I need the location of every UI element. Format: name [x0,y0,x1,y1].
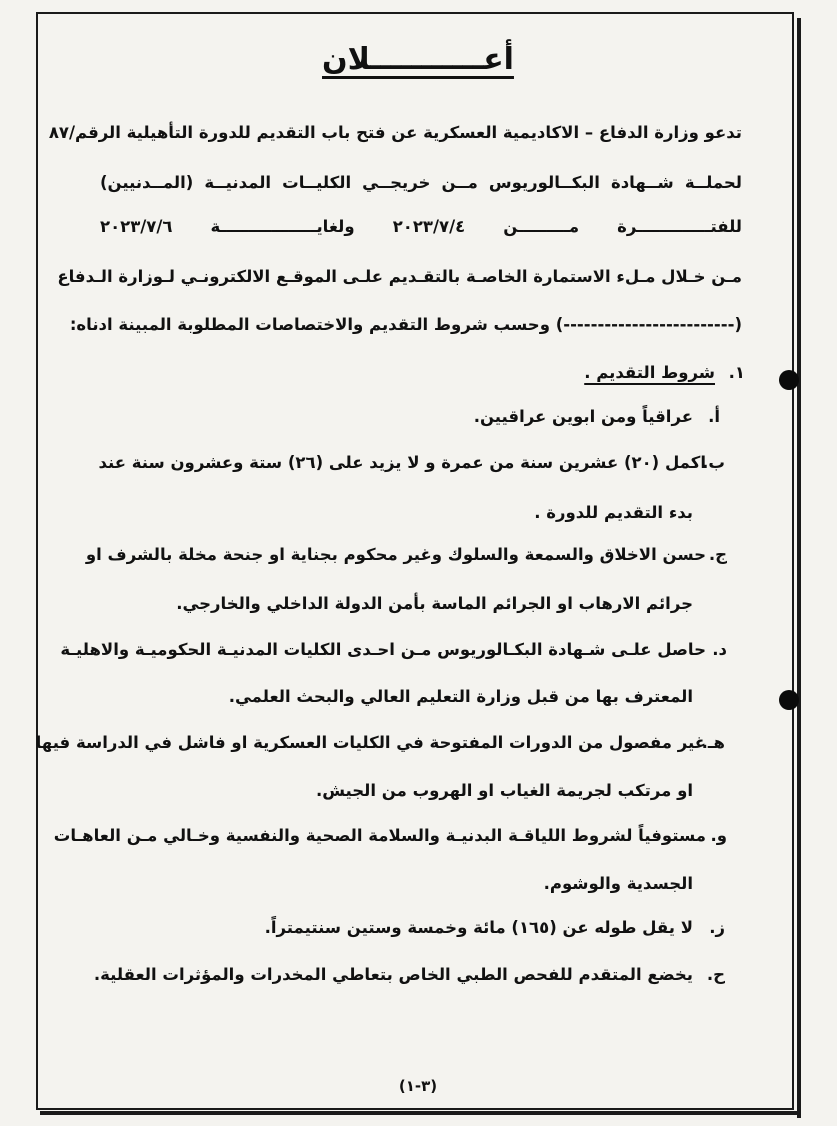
condition-letter: ح. [706,965,725,984]
condition-text: يخضع المتقدم للفحص الطبي الخاص بتعاطي المخدرات والمؤثرات العقلية. [93,965,693,984]
condition-text: اكمل (٢٠) عشرين سنة من عمرة و لا يزيد على (٢٦) ستة وعشرون سنة عند [98,453,706,472]
condition-text: عراقياً ومن ابوين عراقيين. [473,407,693,426]
announcement-title: أعـــــــــــلان [322,42,514,77]
page-number: (٣-١) [398,1077,438,1095]
page-border-shadow-bottom [40,1111,801,1115]
section-title: شروط التقديم . [584,363,715,382]
condition-text: المعترف بها من قبل وزارة التعليم العالي والبحث العلمي. [228,687,693,706]
condition-letter: أ. [708,407,720,426]
punch-hole-bottom [779,690,799,710]
condition-letter: ج. [708,545,727,564]
page-border-shadow-right [797,18,801,1118]
condition-text: غير مفصول من الدورات المفتوحة في الكليات العسكرية او فاشل في الدراسة فيها [35,733,706,752]
condition-letter: و. [710,826,727,845]
condition-letter: د. [712,640,727,659]
condition-text: مستوفياً لشروط اللياقـة البدنيـة والسلامة الصحية والنفسية وخـالي مـن العاهـات [53,826,706,845]
condition-text: حاصل علـى شـهادة البكـالوريوس مـن احـدى الكليات المدنيـة الحكوميـة والاهليـة [60,640,706,659]
intro-line: (-------------------------) وحسب شروط التقديم والاختصاصات المطلوبة المبينة ادناه: [69,315,742,334]
section-number: ١. [728,363,745,382]
condition-text: الجسدية والوشوم. [543,874,693,893]
intro-line: مـن خـلال مـلء الاستمارة الخاصـة بالتقـديم علـى الموقـع الالكترونـي لـوزارة الـدفاع [57,267,742,286]
condition-letter: ب. [702,453,725,472]
condition-letter: ز. [709,918,725,937]
condition-text: او مرتكب لجريمة الغياب او الهروب من الجيش. [315,781,693,800]
condition-text: جرائم الارهاب او الجرائم الماسة بأمن الدولة الداخلي والخارجي. [176,594,693,613]
punch-hole-top [779,370,799,390]
condition-text: لا يقل طوله عن (١٦٥) مائة وخمسة وستين سنتيمتراً. [264,918,693,937]
intro-line: للفتـــــــــــــرة مـــــــــن ٢٠٢٣/٧/٤ ولغايـــــــــــــــــة ٢٠٢٣/٧/٦ [100,217,743,236]
condition-text: بدء التقديم للدورة . [534,503,693,522]
condition-text: حسن الاخلاق والسمعة والسلوك وغير محكوم بجناية او جنحة مخلة بالشرف او [85,545,706,564]
intro-line: لحملــة شــهادة البكــالوريوس مــن خريجــي الكليــات المدنيــة (المــدنيين) [100,173,742,192]
condition-letter: هـ. [701,733,725,752]
intro-line: تدعو وزارة الدفاع – الاكاديمية العسكرية عن فتح باب التقديم للدورة التأهيلية الرقم/٨٧ [48,123,742,142]
